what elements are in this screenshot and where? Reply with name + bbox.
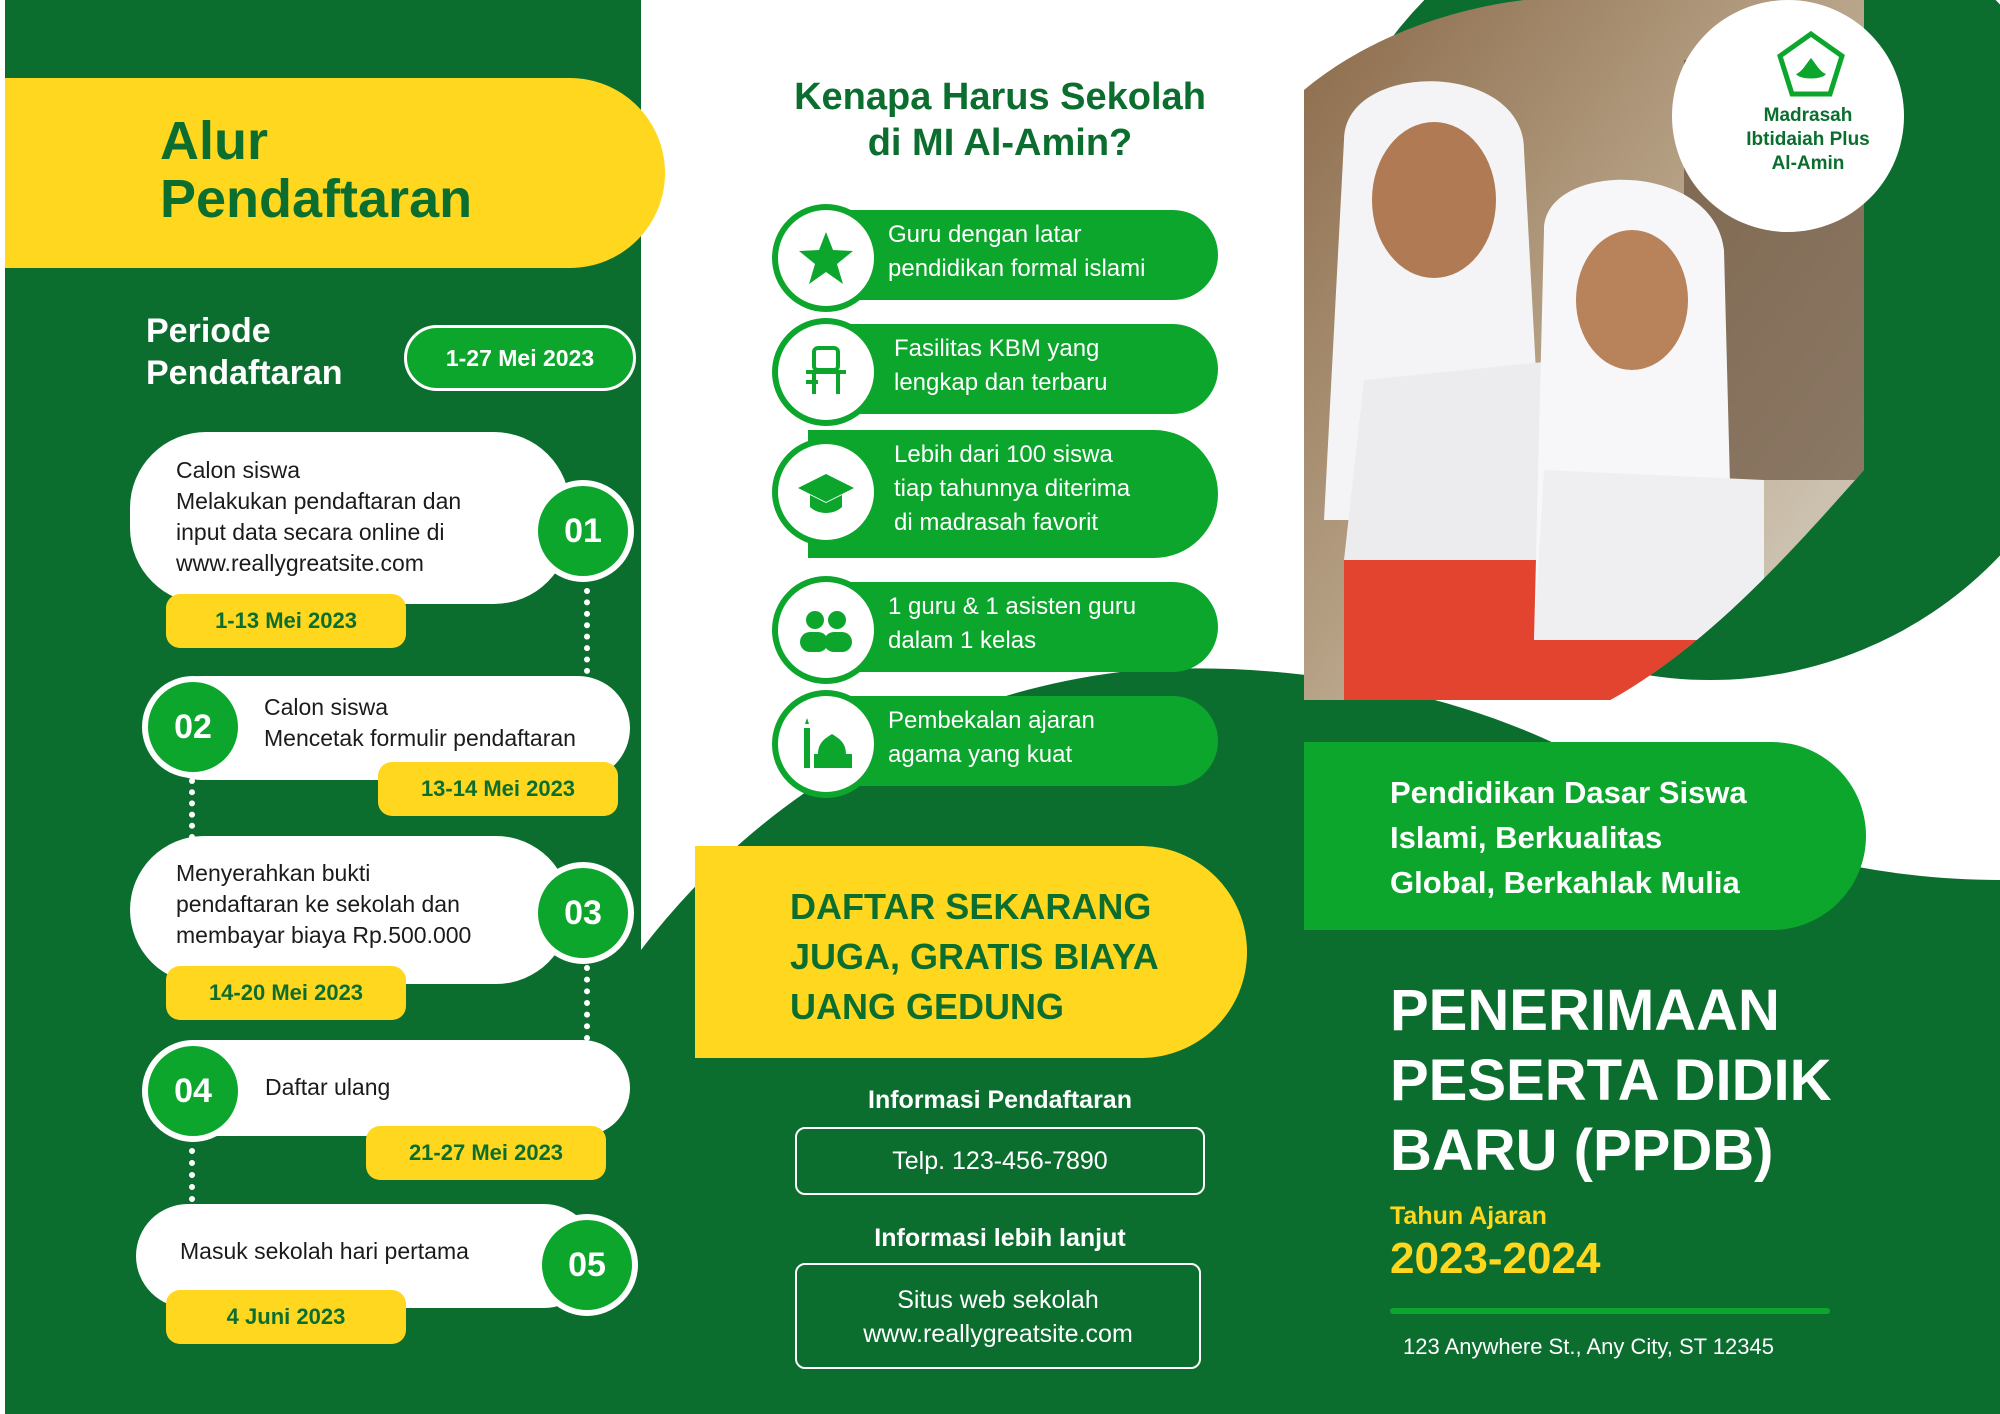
step-4-number: 04 (142, 1040, 244, 1142)
logo-text: Madrasah Ibtidaiah Plus Al-Amin (1746, 105, 1870, 174)
info-label: Informasi Pendaftaran (868, 1086, 1132, 1114)
step-1-text: Calon siswa Melakukan pendaftaran dan input data secara online di www.reallygreatsite.com (176, 457, 462, 576)
feature-1-text: Guru dengan latar pendidikan formal islami (888, 221, 1146, 282)
star-icon (796, 228, 856, 288)
step-4-text: Daftar ulang (265, 1074, 391, 1100)
address: 123 Anywhere St., Any City, ST 12345 (1403, 1334, 1774, 1359)
step-1-date: 1-13 Mei 2023 (166, 594, 406, 648)
feature-3-text: Lebih dari 100 siswa tiap tahunnya diterima di madrasah favorit (894, 441, 1131, 536)
website-url[interactable]: www.reallygreatsite.com (863, 1320, 1133, 1348)
step-3-number: 03 (532, 862, 634, 964)
step-3-text: Menyerahkan bukti pendaftaran ke sekolah dan membayar biaya Rp.500.000 (176, 860, 472, 948)
step-5-date: 4 Juni 2023 (166, 1290, 406, 1344)
feature-2-icon-circle (772, 318, 880, 426)
step-2-number: 02 (142, 676, 244, 778)
ppdb-title: PENERIMAAN PESERTA DIDIK BARU (PPDB) (1390, 978, 1832, 1183)
feature-3-icon-circle (772, 438, 880, 546)
people-icon (796, 600, 856, 660)
info-phone-box (795, 1127, 1205, 1195)
step-5-number: 05 (536, 1214, 638, 1316)
info-phone: Telp. 123-456-7890 (892, 1147, 1108, 1175)
step-2-text: Calon siswa Mencetak formulir pendaftaran (264, 694, 576, 751)
tagline: Pendidikan Dasar Siswa Islami, Berkualitas Global, Berkahlak Mulia (1390, 775, 1747, 900)
feature-2-text: Fasilitas KBM yang lengkap dan terbaru (894, 335, 1108, 396)
more-info-box (795, 1263, 1201, 1369)
step-1-number: 01 (532, 480, 634, 582)
feature-4-text: 1 guru & 1 asisten guru dalam 1 kelas (888, 593, 1137, 654)
feature-5-icon-circle (772, 690, 880, 798)
why-heading: Kenapa Harus Sekolah di MI Al-Amin? (794, 76, 1206, 164)
school-chair-icon (796, 342, 856, 402)
step-4-date: 21-27 Mei 2023 (366, 1126, 606, 1180)
website-label: Situs web sekolah (897, 1286, 1099, 1314)
year-label: Tahun Ajaran (1390, 1202, 1547, 1230)
graduation-cap-icon (796, 462, 856, 522)
feature-5-text: Pembekalan ajaran agama yang kuat (888, 707, 1095, 768)
period-label: Periode Pendaftaran (146, 312, 343, 392)
logo-icon (1776, 30, 1846, 100)
more-info-label: Informasi lebih lanjut (874, 1224, 1126, 1252)
feature-1-icon-circle (772, 204, 880, 312)
period-value: 1-27 Mei 2023 (445, 345, 595, 371)
step-3-date: 14-20 Mei 2023 (166, 966, 406, 1020)
step-2-date: 13-14 Mei 2023 (378, 762, 618, 816)
feature-4-icon-circle (772, 576, 880, 684)
cta-text: DAFTAR SEKARANG JUGA, GRATIS BIAYA UANG GEDUNG (790, 886, 1159, 1027)
mosque-icon (796, 714, 856, 774)
divider-line (1390, 1308, 1830, 1314)
year-value: 2023-2024 (1390, 1234, 1601, 1283)
step-5-text: Masuk sekolah hari pertama (180, 1238, 469, 1264)
alur-heading: Alur Pendaftaran (160, 111, 473, 229)
